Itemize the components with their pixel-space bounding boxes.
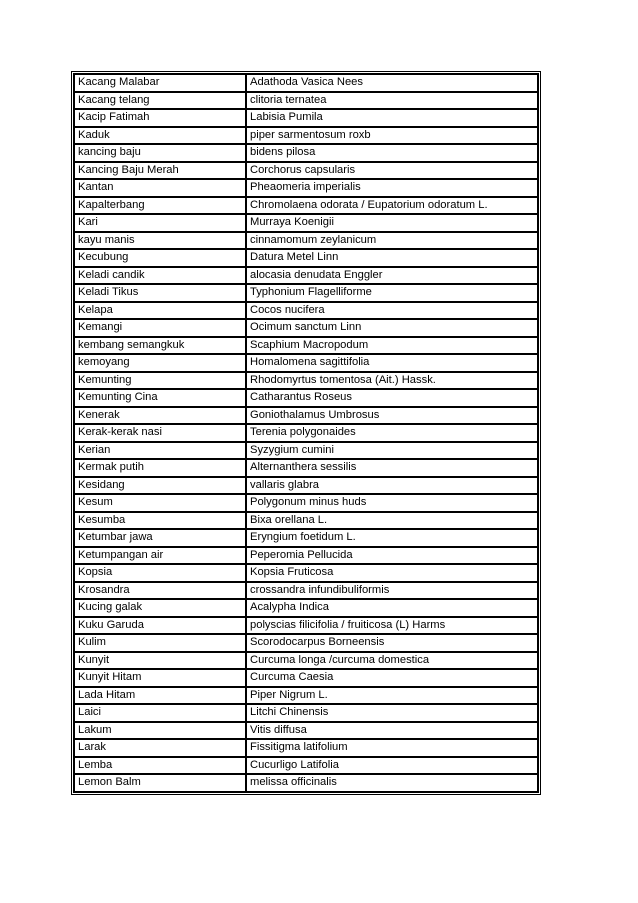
scientific-name-cell: Eryngium foetidum L. — [246, 529, 538, 547]
scientific-name-cell: Murraya Koenigii — [246, 214, 538, 232]
table-row — [74, 372, 538, 390]
table-body — [74, 74, 538, 792]
scientific-name-cell: Datura Metel Linn — [246, 249, 538, 267]
local-name-cell: Kemunting — [74, 372, 246, 390]
scientific-name-cell: Fissitigma latifolium — [246, 739, 538, 757]
scientific-name-cell: piper sarmentosum roxb — [246, 127, 538, 145]
table-row — [74, 232, 538, 250]
local-name-cell: Laici — [74, 704, 246, 722]
scientific-name-cell: Alternanthera sessilis — [246, 459, 538, 477]
local-name-cell: Kacip Fatimah — [74, 109, 246, 127]
table-row — [74, 477, 538, 495]
scientific-name-cell: Catharantus Roseus — [246, 389, 538, 407]
table-row — [74, 757, 538, 775]
table-row — [74, 774, 538, 792]
local-name-cell: Ketumpangan air — [74, 547, 246, 565]
local-name-cell: Kancing Baju Merah — [74, 162, 246, 180]
local-name-cell: Kermak putih — [74, 459, 246, 477]
scientific-name-cell: Curcuma longa /curcuma domestica — [246, 652, 538, 670]
table-row — [74, 162, 538, 180]
table-row — [74, 442, 538, 460]
local-name-cell: Kesum — [74, 494, 246, 512]
scientific-name-cell: polyscias filicifolia / fruiticosa (L) Harms — [246, 617, 538, 635]
scientific-name-cell: Goniothalamus Umbrosus — [246, 407, 538, 425]
local-name-cell: Kopsia — [74, 564, 246, 582]
scientific-name-cell: Ocimum sanctum Linn — [246, 319, 538, 337]
scientific-name-cell: Vitis diffusa — [246, 722, 538, 740]
scientific-name-cell: Peperomia Pellucida — [246, 547, 538, 565]
local-name-cell: kayu manis — [74, 232, 246, 250]
local-name-cell: Kaduk — [74, 127, 246, 145]
table-row — [74, 529, 538, 547]
table-row — [74, 354, 538, 372]
table-row — [74, 337, 538, 355]
scientific-name-cell: Cocos nucifera — [246, 302, 538, 320]
local-name-cell: Kacang telang — [74, 92, 246, 110]
scientific-name-cell: Kopsia Fruticosa — [246, 564, 538, 582]
table-row — [74, 564, 538, 582]
local-name-cell: Kenerak — [74, 407, 246, 425]
table-row — [74, 92, 538, 110]
table-row — [74, 407, 538, 425]
table-row — [74, 634, 538, 652]
table-row — [74, 389, 538, 407]
local-name-cell: Kerak-kerak nasi — [74, 424, 246, 442]
scientific-name-cell: Adathoda Vasica Nees — [246, 74, 538, 92]
local-name-cell: kancing baju — [74, 144, 246, 162]
local-name-cell: Krosandra — [74, 582, 246, 600]
table-row — [74, 109, 538, 127]
scientific-name-cell: vallaris glabra — [246, 477, 538, 495]
table-row — [74, 302, 538, 320]
local-name-cell: Lemon Balm — [74, 774, 246, 792]
table-row — [74, 197, 538, 215]
scientific-name-cell: Homalomena sagittifolia — [246, 354, 538, 372]
table-row — [74, 687, 538, 705]
local-name-cell: Kecubung — [74, 249, 246, 267]
local-name-cell: Lakum — [74, 722, 246, 740]
local-name-cell: Keladi candik — [74, 267, 246, 285]
local-name-cell: Kulim — [74, 634, 246, 652]
scientific-name-cell: Corchorus capsularis — [246, 162, 538, 180]
local-name-cell: Kantan — [74, 179, 246, 197]
local-name-cell: Kerian — [74, 442, 246, 460]
local-name-cell: Kacang Malabar — [74, 74, 246, 92]
local-name-cell: kemoyang — [74, 354, 246, 372]
scientific-name-cell: alocasia denudata Enggler — [246, 267, 538, 285]
table-row — [74, 617, 538, 635]
table-row — [74, 599, 538, 617]
local-name-cell: Kesidang — [74, 477, 246, 495]
table-row — [74, 214, 538, 232]
table-row — [74, 722, 538, 740]
table-row — [74, 704, 538, 722]
local-name-cell: Ketumbar jawa — [74, 529, 246, 547]
scientific-name-cell: bidens pilosa — [246, 144, 538, 162]
scientific-name-cell: Acalypha Indica — [246, 599, 538, 617]
scientific-name-cell: Curcuma Caesia — [246, 669, 538, 687]
scientific-name-cell: clitoria ternatea — [246, 92, 538, 110]
scientific-name-cell: Scorodocarpus Borneensis — [246, 634, 538, 652]
scientific-name-cell: Typhonium Flagelliforme — [246, 284, 538, 302]
table-row — [74, 179, 538, 197]
scientific-name-cell: Piper Nigrum L. — [246, 687, 538, 705]
table-row — [74, 582, 538, 600]
scientific-name-cell: Terenia polygonaides — [246, 424, 538, 442]
local-name-cell: Kelapa — [74, 302, 246, 320]
table-row — [74, 284, 538, 302]
scientific-name-cell: crossandra infundibuliformis — [246, 582, 538, 600]
plant-names-table — [73, 73, 539, 793]
scientific-name-cell: Pheaomeria imperialis — [246, 179, 538, 197]
scientific-name-cell: Bixa orellana L. — [246, 512, 538, 530]
scientific-name-cell: Cucurligo Latifolia — [246, 757, 538, 775]
scientific-name-cell: cinnamomum zeylanicum — [246, 232, 538, 250]
local-name-cell: Lada Hitam — [74, 687, 246, 705]
table-row — [74, 249, 538, 267]
scientific-name-cell: Rhodomyrtus tomentosa (Ait.) Hassk. — [246, 372, 538, 390]
table-row — [74, 669, 538, 687]
scientific-name-cell: Labisia Pumila — [246, 109, 538, 127]
table-row — [74, 652, 538, 670]
table-row — [74, 459, 538, 477]
scientific-name-cell: Chromolaena odorata / Eupatorium odoratum L. — [246, 197, 538, 215]
scientific-name-cell: Litchi Chinensis — [246, 704, 538, 722]
table-row — [74, 144, 538, 162]
local-name-cell: Kunyit — [74, 652, 246, 670]
local-name-cell: kembang semangkuk — [74, 337, 246, 355]
local-name-cell: Kunyit Hitam — [74, 669, 246, 687]
local-name-cell: Lemba — [74, 757, 246, 775]
local-name-cell: Kemunting Cina — [74, 389, 246, 407]
local-name-cell: Kari — [74, 214, 246, 232]
local-name-cell: Kapalterbang — [74, 197, 246, 215]
local-name-cell: Kucing galak — [74, 599, 246, 617]
table-row — [74, 494, 538, 512]
table-row — [74, 512, 538, 530]
local-name-cell: Kuku Garuda — [74, 617, 246, 635]
table-row — [74, 267, 538, 285]
scientific-name-cell: melissa officinalis — [246, 774, 538, 792]
local-name-cell: Kemangi — [74, 319, 246, 337]
local-name-cell: Larak — [74, 739, 246, 757]
table-row — [74, 127, 538, 145]
local-name-cell: Keladi Tikus — [74, 284, 246, 302]
table-row — [74, 424, 538, 442]
table-row — [74, 74, 538, 92]
table-row — [74, 547, 538, 565]
table-row — [74, 739, 538, 757]
scientific-name-cell: Polygonum minus huds — [246, 494, 538, 512]
scientific-name-cell: Scaphium Macropodum — [246, 337, 538, 355]
table-row — [74, 319, 538, 337]
local-name-cell: Kesumba — [74, 512, 246, 530]
scientific-name-cell: Syzygium cumini — [246, 442, 538, 460]
